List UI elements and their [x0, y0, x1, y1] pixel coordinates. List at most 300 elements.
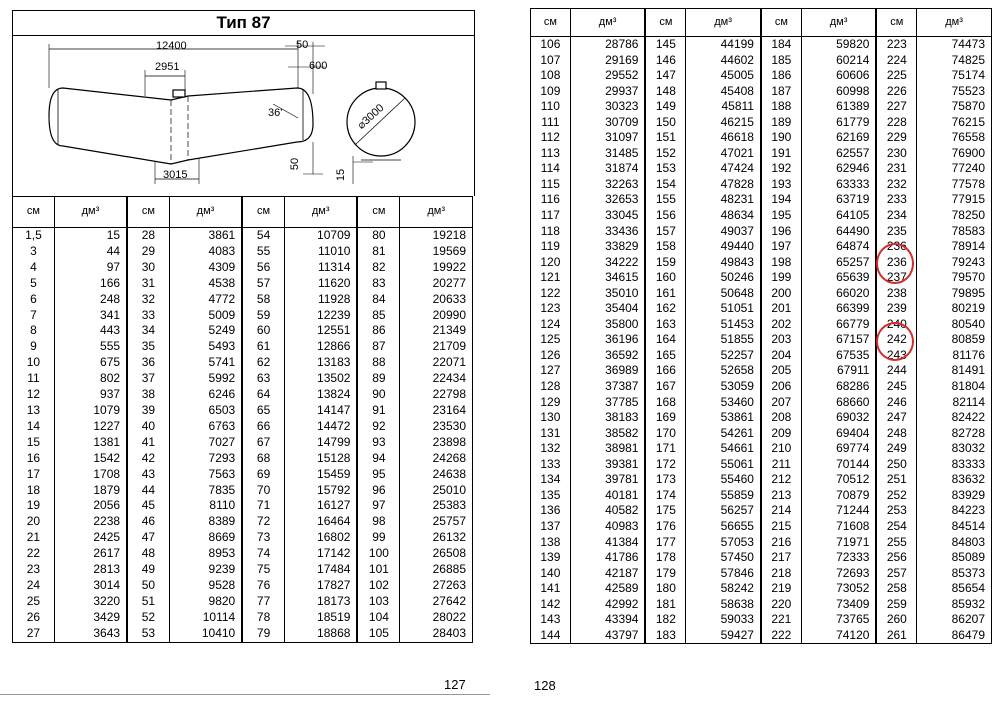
table-row	[531, 363, 992, 379]
cell-dm3: 6763	[169, 419, 242, 435]
cell-cm: 211	[761, 457, 801, 473]
table-row	[13, 292, 473, 308]
cell-cm: 65	[242, 403, 284, 419]
cell-dm3: 23164	[400, 403, 473, 419]
cell-cm: 129	[531, 395, 571, 411]
table-row	[13, 371, 473, 387]
cell-cm: 205	[761, 363, 801, 379]
cell-cm: 183	[645, 628, 685, 644]
cell-dm3: 60214	[801, 53, 876, 69]
cell-dm3: 802	[54, 371, 127, 387]
cell-dm3: 10410	[169, 626, 242, 642]
cell-cm: 206	[761, 379, 801, 395]
cell-cm: 204	[761, 348, 801, 364]
cell-cm: 105	[357, 626, 400, 642]
cell-dm3: 15459	[284, 467, 357, 483]
cell-dm3: 36196	[570, 332, 645, 348]
cell-cm: 236	[876, 255, 916, 271]
cell-cm: 1,5	[13, 228, 55, 244]
cell-dm3: 166	[54, 276, 127, 292]
table-row	[531, 472, 992, 488]
cell-cm: 55	[242, 244, 284, 260]
table-row	[531, 379, 992, 395]
cell-cm: 237	[876, 270, 916, 286]
cell-cm: 243	[876, 348, 916, 364]
cell-dm3: 25757	[400, 514, 473, 530]
header-cm: см	[645, 9, 685, 37]
cell-dm3: 63333	[801, 177, 876, 193]
cell-dm3: 71971	[801, 535, 876, 551]
cell-dm3: 48634	[686, 208, 761, 224]
cell-dm3: 49843	[686, 255, 761, 271]
table-row	[531, 348, 992, 364]
header-dm3: дм³	[686, 9, 761, 37]
cell-cm: 137	[531, 519, 571, 535]
cell-cm: 80	[357, 228, 400, 244]
table-row	[531, 441, 992, 457]
cell-dm3: 48231	[686, 192, 761, 208]
cell-dm3: 26132	[400, 530, 473, 546]
cell-dm3: 78583	[917, 224, 992, 240]
cell-cm: 16	[13, 451, 55, 467]
cell-cm: 85	[357, 308, 400, 324]
cell-cm: 230	[876, 146, 916, 162]
header-dm3: дм³	[917, 9, 992, 37]
cell-cm: 20	[13, 514, 55, 530]
cell-cm: 32	[127, 292, 169, 308]
cell-dm3: 72693	[801, 566, 876, 582]
cell-dm3: 39381	[570, 457, 645, 473]
cell-dm3: 75174	[917, 68, 992, 84]
header-cm: см	[127, 197, 169, 228]
cell-dm3: 37785	[570, 395, 645, 411]
cell-cm: 61	[242, 339, 284, 355]
cell-cm: 140	[531, 566, 571, 582]
cell-cm: 130	[531, 410, 571, 426]
cell-cm: 102	[357, 578, 400, 594]
cell-dm3: 70879	[801, 488, 876, 504]
cell-dm3: 6246	[169, 387, 242, 403]
cell-cm: 126	[531, 348, 571, 364]
cell-dm3: 72333	[801, 550, 876, 566]
cell-cm: 220	[761, 597, 801, 613]
cell-dm3: 81491	[917, 363, 992, 379]
cell-dm3: 82728	[917, 426, 992, 442]
cell-dm3: 937	[54, 387, 127, 403]
cell-dm3: 7293	[169, 451, 242, 467]
table-row	[531, 146, 992, 162]
cell-dm3: 76558	[917, 130, 992, 146]
table-row	[531, 239, 992, 255]
cell-dm3: 23898	[400, 435, 473, 451]
cell-cm: 203	[761, 332, 801, 348]
cell-cm: 44	[127, 483, 169, 499]
table-row	[13, 498, 473, 514]
cell-dm3: 4538	[169, 276, 242, 292]
cell-cm: 19	[13, 498, 55, 514]
cell-cm: 56	[242, 260, 284, 276]
cell-dm3: 17827	[284, 578, 357, 594]
cell-cm: 209	[761, 426, 801, 442]
cell-dm3: 40983	[570, 519, 645, 535]
cell-dm3: 4083	[169, 244, 242, 260]
cell-cm: 39	[127, 403, 169, 419]
cell-dm3: 19922	[400, 260, 473, 276]
cell-dm3: 80540	[917, 317, 992, 333]
cell-dm3: 11314	[284, 260, 357, 276]
cell-cm: 251	[876, 472, 916, 488]
cell-cm: 5	[13, 276, 55, 292]
cell-dm3: 67911	[801, 363, 876, 379]
cell-cm: 178	[645, 550, 685, 566]
cell-cm: 90	[357, 387, 400, 403]
cell-cm: 26	[13, 610, 55, 626]
cell-dm3: 56257	[686, 503, 761, 519]
cell-dm3: 29937	[570, 84, 645, 100]
table-row	[531, 410, 992, 426]
cell-dm3: 29552	[570, 68, 645, 84]
cell-dm3: 45408	[686, 84, 761, 100]
cell-dm3: 75870	[917, 99, 992, 115]
cell-dm3: 16464	[284, 514, 357, 530]
header-cm: см	[357, 197, 400, 228]
cell-cm: 116	[531, 192, 571, 208]
cell-dm3: 83632	[917, 472, 992, 488]
cell-cm: 256	[876, 550, 916, 566]
cell-dm3: 42992	[570, 597, 645, 613]
cell-dm3: 61389	[801, 99, 876, 115]
cell-cm: 48	[127, 546, 169, 562]
cell-dm3: 28022	[400, 610, 473, 626]
cell-dm3: 58638	[686, 597, 761, 613]
cell-cm: 258	[876, 581, 916, 597]
cell-cm: 46	[127, 514, 169, 530]
left-volume-table	[12, 196, 473, 643]
table-row	[531, 161, 992, 177]
table-row	[531, 115, 992, 131]
table-row	[531, 177, 992, 193]
cell-dm3: 86479	[917, 628, 992, 644]
cell-dm3: 1381	[54, 435, 127, 451]
cell-dm3: 52658	[686, 363, 761, 379]
table-row	[13, 451, 473, 467]
cell-dm3: 12239	[284, 308, 357, 324]
cell-dm3: 69774	[801, 441, 876, 457]
cell-cm: 151	[645, 130, 685, 146]
cell-cm: 219	[761, 581, 801, 597]
cell-dm3: 54661	[686, 441, 761, 457]
table-header-row	[531, 9, 992, 37]
cell-cm: 115	[531, 177, 571, 193]
cell-cm: 120	[531, 255, 571, 271]
table-row	[531, 488, 992, 504]
cell-cm: 225	[876, 68, 916, 84]
cell-cm: 143	[531, 612, 571, 628]
table-row	[13, 546, 473, 562]
cell-dm3: 80219	[917, 301, 992, 317]
cell-cm: 47	[127, 530, 169, 546]
cell-dm3: 8953	[169, 546, 242, 562]
cell-dm3: 59427	[686, 628, 761, 644]
header-cm: см	[876, 9, 916, 37]
cell-cm: 158	[645, 239, 685, 255]
cell-cm: 235	[876, 224, 916, 240]
dimension-50-side: 50	[289, 157, 302, 171]
cell-dm3: 1227	[54, 419, 127, 435]
cell-dm3: 33045	[570, 208, 645, 224]
cell-cm: 118	[531, 224, 571, 240]
cell-cm: 59	[242, 308, 284, 324]
cell-dm3: 47021	[686, 146, 761, 162]
cell-dm3: 2813	[54, 562, 127, 578]
cell-dm3: 86207	[917, 612, 992, 628]
cell-cm: 54	[242, 228, 284, 244]
cell-cm: 68	[242, 451, 284, 467]
cell-dm3: 73052	[801, 581, 876, 597]
cell-cm: 149	[645, 99, 685, 115]
cell-cm: 63	[242, 371, 284, 387]
cell-dm3: 53059	[686, 379, 761, 395]
cell-dm3: 36592	[570, 348, 645, 364]
cell-dm3: 443	[54, 323, 127, 339]
cell-dm3: 67535	[801, 348, 876, 364]
cell-dm3: 40181	[570, 488, 645, 504]
cell-cm: 114	[531, 161, 571, 177]
right-page	[500, 0, 1000, 711]
cell-dm3: 43394	[570, 612, 645, 628]
cell-cm: 153	[645, 161, 685, 177]
cell-dm3: 8110	[169, 498, 242, 514]
cell-dm3: 74825	[917, 53, 992, 69]
cell-dm3: 29169	[570, 53, 645, 69]
table-row	[531, 581, 992, 597]
table-row	[531, 99, 992, 115]
cell-cm: 112	[531, 130, 571, 146]
cell-dm3: 9239	[169, 562, 242, 578]
cell-cm: 231	[876, 161, 916, 177]
cell-cm: 25	[13, 594, 55, 610]
header-cm: см	[531, 9, 571, 37]
cell-cm: 119	[531, 239, 571, 255]
cell-dm3: 10114	[169, 610, 242, 626]
table-row	[13, 610, 473, 626]
cell-dm3: 70512	[801, 472, 876, 488]
cell-dm3: 35800	[570, 317, 645, 333]
highlight-circle-236	[876, 243, 914, 284]
cell-cm: 200	[761, 286, 801, 302]
cell-dm3: 1879	[54, 483, 127, 499]
cell-cm: 82	[357, 260, 400, 276]
table-row	[531, 37, 992, 53]
cell-cm: 87	[357, 339, 400, 355]
cell-cm: 77	[242, 594, 284, 610]
cell-cm: 10	[13, 355, 55, 371]
cell-dm3: 82114	[917, 395, 992, 411]
cell-dm3: 60606	[801, 68, 876, 84]
cell-cm: 218	[761, 566, 801, 582]
cell-cm: 144	[531, 628, 571, 644]
cell-dm3: 56655	[686, 519, 761, 535]
table-row	[13, 578, 473, 594]
cell-dm3: 2056	[54, 498, 127, 514]
cell-cm: 189	[761, 115, 801, 131]
cell-dm3: 31097	[570, 130, 645, 146]
cell-dm3: 28786	[570, 37, 645, 53]
cell-dm3: 31485	[570, 146, 645, 162]
cell-dm3: 84514	[917, 519, 992, 535]
cell-cm: 257	[876, 566, 916, 582]
cell-dm3: 38981	[570, 441, 645, 457]
cell-cm: 152	[645, 146, 685, 162]
cell-cm: 175	[645, 503, 685, 519]
page-number-left: 127	[444, 677, 466, 692]
header-dm3: дм³	[54, 197, 127, 228]
cell-cm: 141	[531, 581, 571, 597]
table-row	[531, 53, 992, 69]
cell-cm: 38	[127, 387, 169, 403]
cell-dm3: 75523	[917, 84, 992, 100]
cell-dm3: 76215	[917, 115, 992, 131]
cell-dm3: 19218	[400, 228, 473, 244]
cell-cm: 89	[357, 371, 400, 387]
cell-dm3: 33829	[570, 239, 645, 255]
cell-dm3: 46618	[686, 130, 761, 146]
cell-cm: 88	[357, 355, 400, 371]
cell-dm3: 15792	[284, 483, 357, 499]
cell-cm: 199	[761, 270, 801, 286]
cell-dm3: 49440	[686, 239, 761, 255]
cell-dm3: 83032	[917, 441, 992, 457]
cell-dm3: 55859	[686, 488, 761, 504]
cell-dm3: 18173	[284, 594, 357, 610]
header-dm3: дм³	[400, 197, 473, 228]
cell-cm: 58	[242, 292, 284, 308]
cell-dm3: 41384	[570, 535, 645, 551]
cell-dm3: 58242	[686, 581, 761, 597]
cell-dm3: 22434	[400, 371, 473, 387]
table-row	[13, 339, 473, 355]
cell-cm: 246	[876, 395, 916, 411]
table-row	[13, 530, 473, 546]
cell-dm3: 79243	[917, 255, 992, 271]
cell-cm: 31	[127, 276, 169, 292]
cell-dm3: 62557	[801, 146, 876, 162]
cell-dm3: 65257	[801, 255, 876, 271]
cell-cm: 159	[645, 255, 685, 271]
cell-cm: 226	[876, 84, 916, 100]
cell-dm3: 64874	[801, 239, 876, 255]
cell-cm: 252	[876, 488, 916, 504]
cell-cm: 124	[531, 317, 571, 333]
cell-cm: 148	[645, 84, 685, 100]
cell-cm: 156	[645, 208, 685, 224]
table-row	[531, 301, 992, 317]
tank-schematic	[13, 34, 474, 196]
cell-dm3: 53861	[686, 410, 761, 426]
cell-cm: 96	[357, 483, 400, 499]
cell-dm3: 69404	[801, 426, 876, 442]
cell-dm3: 4772	[169, 292, 242, 308]
cell-cm: 255	[876, 535, 916, 551]
cell-cm: 12	[13, 387, 55, 403]
cell-cm: 214	[761, 503, 801, 519]
cell-dm3: 5741	[169, 355, 242, 371]
cell-cm: 186	[761, 68, 801, 84]
cell-dm3: 28403	[400, 626, 473, 642]
table-row	[531, 332, 992, 348]
cell-cm: 29	[127, 244, 169, 260]
cell-cm: 164	[645, 332, 685, 348]
cell-dm3: 42589	[570, 581, 645, 597]
dimension-angle: 36'	[268, 107, 283, 119]
cell-cm: 238	[876, 286, 916, 302]
cell-dm3: 83333	[917, 457, 992, 473]
table-row	[531, 628, 992, 644]
cell-dm3: 9820	[169, 594, 242, 610]
highlight-circle-240-242	[876, 322, 914, 361]
cell-dm3: 25383	[400, 498, 473, 514]
cell-dm3: 85932	[917, 597, 992, 613]
cell-cm: 240	[876, 317, 916, 333]
cell-cm: 78	[242, 610, 284, 626]
cell-dm3: 42187	[570, 566, 645, 582]
cell-dm3: 7563	[169, 467, 242, 483]
table-row	[13, 260, 473, 276]
cell-cm: 45	[127, 498, 169, 514]
cell-cm: 86	[357, 323, 400, 339]
cell-cm: 131	[531, 426, 571, 442]
cell-cm: 123	[531, 301, 571, 317]
cell-dm3: 70144	[801, 457, 876, 473]
cell-dm3: 11928	[284, 292, 357, 308]
cell-cm: 35	[127, 339, 169, 355]
cell-dm3: 85373	[917, 566, 992, 582]
table-row	[531, 192, 992, 208]
cell-cm: 7	[13, 308, 55, 324]
cell-dm3: 62169	[801, 130, 876, 146]
cell-cm: 24	[13, 578, 55, 594]
cell-dm3: 21709	[400, 339, 473, 355]
cell-cm: 193	[761, 177, 801, 193]
cell-cm: 57	[242, 276, 284, 292]
cell-cm: 201	[761, 301, 801, 317]
cell-dm3: 81176	[917, 348, 992, 364]
cell-cm: 75	[242, 562, 284, 578]
footer-rule	[0, 694, 490, 695]
cell-dm3: 1708	[54, 467, 127, 483]
header-cm: см	[13, 197, 55, 228]
cell-dm3: 8389	[169, 514, 242, 530]
header-dm3: дм³	[570, 9, 645, 37]
cell-cm: 110	[531, 99, 571, 115]
cell-cm: 259	[876, 597, 916, 613]
cell-cm: 71	[242, 498, 284, 514]
cell-dm3: 16127	[284, 498, 357, 514]
cell-cm: 84	[357, 292, 400, 308]
cell-cm: 125	[531, 332, 571, 348]
cell-dm3: 54261	[686, 426, 761, 442]
cell-cm: 244	[876, 363, 916, 379]
cell-cm: 69	[242, 467, 284, 483]
cell-cm: 8	[13, 323, 55, 339]
cell-dm3: 1542	[54, 451, 127, 467]
cell-dm3: 7835	[169, 483, 242, 499]
cell-dm3: 44199	[686, 37, 761, 53]
cell-dm3: 74473	[917, 37, 992, 53]
cell-cm: 99	[357, 530, 400, 546]
cell-dm3: 66779	[801, 317, 876, 333]
cell-dm3: 27263	[400, 578, 473, 594]
